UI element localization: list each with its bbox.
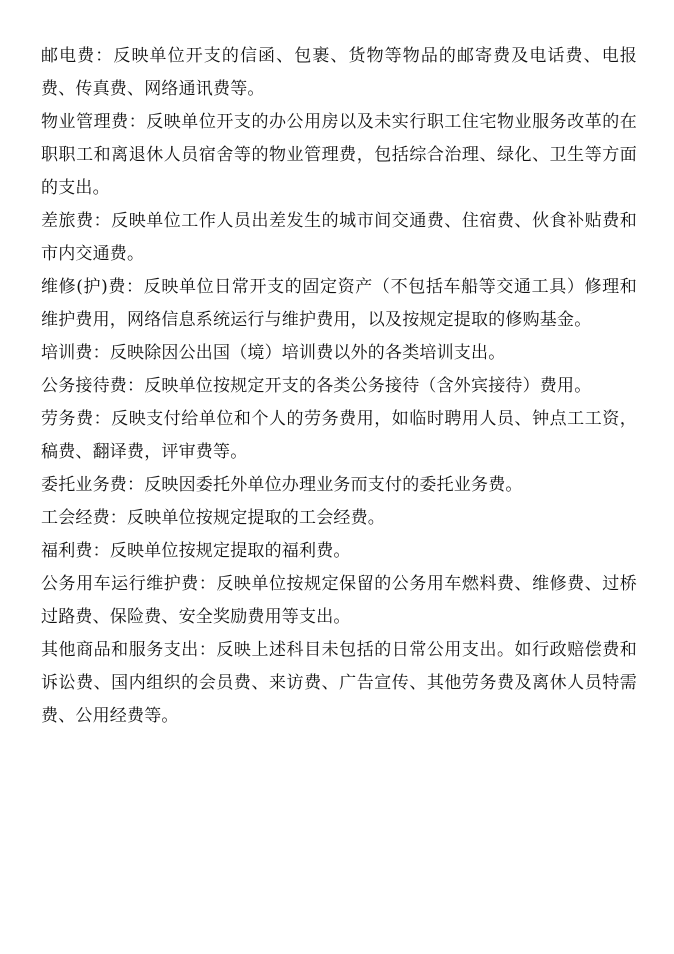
- entry-term: 工会经费：: [41, 508, 127, 528]
- entry-term: 委托业务费：: [41, 475, 145, 495]
- entry-description: 反映单位工作人员出差发生的城市间交通费、住宿费、伙食补贴费和市内交通费。: [41, 211, 637, 264]
- entry-term: 其他商品和服务支出：: [41, 640, 217, 660]
- entry-welfare: [41, 535, 637, 568]
- entry-description: 反映支付给单位和个人的劳务费用，如临时聘用人员、钟点工工资，稿费、翻译费，评审费等。: [41, 409, 637, 462]
- entry-description: 反映单位按规定提取的工会经费。: [127, 508, 385, 528]
- entry-maintenance: [41, 271, 637, 337]
- entry-term: 差旅费：: [41, 211, 112, 231]
- entry-description: 反映除因公出国（境）培训费以外的各类培训支出。: [109, 343, 506, 363]
- entry-property-management: [41, 106, 637, 205]
- entry-union-funds: [41, 502, 637, 535]
- entry-training: [41, 337, 637, 370]
- entry-description: 反映单位开支的办公用房以及未实行职工住宅物业服务改革的在职职工和离退休人员宿舍等的物业管理费，包括综合治理、绿化、卫生等方面的支出。: [41, 112, 637, 198]
- entry-other-goods-services: [41, 634, 637, 733]
- entry-term: 维修(护)费：: [41, 277, 144, 297]
- entry-labor: [41, 403, 637, 469]
- entry-official-vehicles: [41, 568, 637, 634]
- entry-description: 反映单位按规定提取的福利费。: [109, 541, 351, 561]
- entry-description: 反映单位开支的信函、包裹、货物等物品的邮寄费及电话费、电报费、传真费、网络通讯费等。: [41, 46, 637, 99]
- entry-description: 反映单位日常开支的固定资产（不包括车船等交通工具）修理和维护费用，网络信息系统运行与维护费用，以及按规定提取的修购基金。: [41, 277, 637, 330]
- document-body: [41, 40, 637, 733]
- entry-travel: [41, 205, 637, 271]
- entry-term: 劳务费：: [41, 409, 112, 429]
- entry-term: 邮电费：: [41, 46, 114, 66]
- entry-postal-telecom: [41, 40, 637, 106]
- entry-term: 公务用车运行维护费：: [41, 574, 217, 594]
- entry-term: 福利费：: [41, 541, 110, 561]
- entry-description: 反映因委托外单位办理业务而支付的委托业务费。: [144, 475, 523, 495]
- entry-entrusted-business: [41, 469, 637, 502]
- entry-official-reception: [41, 370, 637, 403]
- entry-description: 反映单位按规定开支的各类公务接待（含外宾接待）费用。: [144, 376, 592, 396]
- entry-term: 物业管理费：: [41, 112, 147, 132]
- entry-description: 反映上述科目未包括的日常公用支出。如行政赔偿费和诉讼费、国内组织的会员费、来访费、广告宣传、其他劳务费及离休人员特需费、公用经费等。: [41, 640, 637, 726]
- entry-description: 反映单位按规定保留的公务用车燃料费、维修费、过桥过路费、保险费、安全奖励费用等支出。: [41, 574, 637, 627]
- entry-term: 培训费：: [41, 343, 110, 363]
- entry-term: 公务接待费：: [41, 376, 145, 396]
